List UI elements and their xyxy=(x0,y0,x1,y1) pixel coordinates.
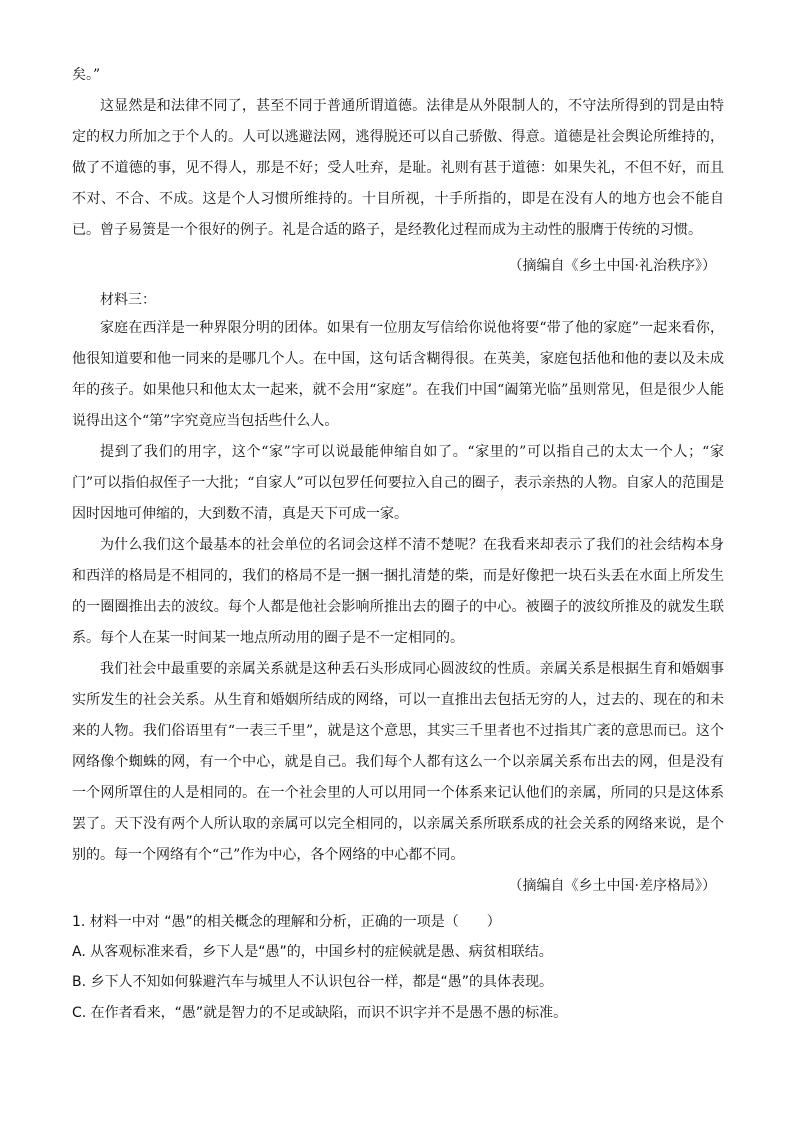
opening-line: 矣。” xyxy=(72,67,101,83)
source-citation-ritual-order: （摘编自《乡土中国·礼治秩序》） xyxy=(508,258,716,274)
material-three-heading: 材料三： xyxy=(100,292,156,308)
option-a: A. 从客观标准来看，乡下人是“愚”的，中国乡村的症候就是愚、病贫相联结。 xyxy=(72,944,553,960)
source-citation-differential-mode: （摘编自《乡土中国·差序格局》） xyxy=(508,878,716,894)
paragraph-social-structure: 为什么我们这个最基本的社会单位的名词会这样不清不楚呢？在我看来却表示了我们的社会结构本身和西洋的格局是不相同的，我们的格局不是一捆一捆扎清楚的柴，而是好像把一块石头丢在水面上所发生的一圈圈推出去的波纹。每个人都是他社会影响所推出去的圈子的中心。被圈子的波纹所推及的就发生联系。每个人在某一时间某一地点所动用的圈子是不一定相同的。 xyxy=(72,537,724,646)
paragraph-law-morality-ritual: 这显然是和法律不同了，甚至不同于普通所谓道德。法律是从外限制人的，不守法所得到的罚是由特定的权力所加之于个人的。人可以逃避法网，逃得脱还可以自己骄傲、得意。道德是社会舆论所维持的，做了不道德的事，见不得人，那是不好；受人吐弃，是耻。礼则有甚于道德：如果失礼，不但不好，而且不对、不合、不成。这是个人习惯所维持的。十目所视，十手所指的，即是在没有人的地方也会不能自已。曾子易箦是一个很好的例子。礼是合适的路子，是经教化过程而成为主动性的服膺于传统的习惯。 xyxy=(72,98,724,238)
option-b: B. 乡下人不知如何躲避汽车与城里人不认识包谷一样，都是“愚”的具体表现。 xyxy=(72,974,554,990)
paragraph-kinship-network: 我们社会中最重要的亲属关系就是这种丢石头形成同心圆波纹的性质。亲属关系是根据生育和婚姻事实所发生的社会关系。从生育和婚姻所结成的网络，可以一直推出去包括无穷的人，过去的、现在的和未来的人物。我们俗语里有“一表三千里”，就是这个意思，其实三千里者也不过指其广袤的意思而已。这个网络像个蜘蛛的网，有一个中心，就是自己。我们每个人都有这么一个以亲属关系布出去的网，但是没有一个网所罩住的人是相同的。在一个社会里的人可以用同一个体系来记认他们的亲属，所同的只是这体系罢了。天下没有两个人所认取的亲属可以完全相同的，以亲属关系所联系成的社会关系的网络来说，是个别的。每一个网络有个“己”作为中心，各个网络的中心都不同。 xyxy=(72,661,724,863)
option-c: C. 在作者看来，“愚”就是智力的不足或缺陷，而识不识字并不是愚不愚的标准。 xyxy=(72,1005,568,1021)
question-stem: 1. 材料一中对 “愚”的相关概念的理解和分析，正确的一项是（ ） xyxy=(72,914,501,930)
paragraph-word-jia: 提到了我们的用字，这个“家”字可以说最能伸缩自如了。“家里的”可以指自己的太太一个人；“家门”可以指伯叔侄子一大批；“自家人”可以包罗任何要拉入自己的圈子，表示亲热的人物。自家人的范围是因时因地可伸缩的，大到数不清，真是天下可成一家。 xyxy=(72,444,724,522)
paragraph-family-definition: 家庭在西洋是一种界限分明的团体。如果有一位朋友写信给你说他将要“带了他的家庭”一起来看你，他很知道要和他一同来的是哪几个人。在中国，这句话含糊得很。在英美，家庭包括他和他的妻以及未成年的孩子。如果他只和他太太一起来，就不会用“家庭”。在我们中国“阖第光临”虽则常见，但是很少人能说得出这个“第”字究竟应当包括些什么人。 xyxy=(72,320,724,429)
